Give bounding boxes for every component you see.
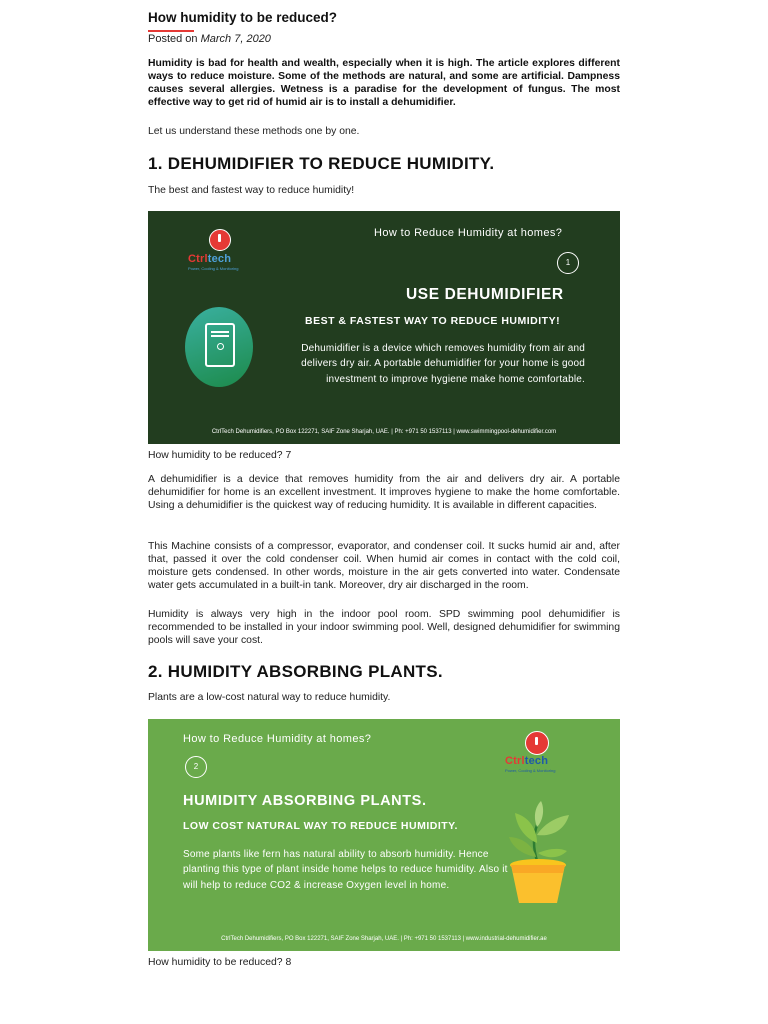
section1-tagline: The best and fastest way to reduce humidity! [148, 185, 355, 196]
dehumidifier-icon [185, 307, 253, 387]
banner-title: USE DEHUMIDIFIER [406, 286, 564, 303]
plants-banner-image [148, 719, 620, 951]
banner-heading: How to Reduce Humidity at homes? [183, 733, 372, 745]
power-logo-icon [525, 731, 549, 755]
section2-tagline: Plants are a low-cost natural way to reduce humidity. [148, 692, 391, 703]
step-number-badge: 1 [557, 252, 579, 274]
banner-heading: How to Reduce Humidity at homes? [374, 227, 563, 239]
posted-prefix: Posted on [148, 33, 198, 45]
section1-heading: 1. DEHUMIDIFIER TO REDUCE HUMIDITY. [148, 154, 495, 173]
title-underline [148, 30, 194, 32]
intro-paragraph: Humidity is bad for health and wealth, especially when it is high. The article explores different ways to reduce moisture. Some of the methods are natural, and some are artificial. Dampness causes several allergies. Wetness is a paradise for the development of fungus. The most effective way to get rid of humid air is to install a dehumidifier. [148, 58, 620, 108]
section2-heading: 2. HUMIDITY ABSORBING PLANTS. [148, 662, 443, 681]
body-paragraph: Humidity is always very high in the indoor pool room. SPD swimming pool dehumidifier is recommended to be installed in your indoor swimming pool. Well, designed dehumidifier for swimming pools will save your cost. [148, 609, 620, 646]
posted-date-line [148, 33, 620, 45]
logo-subtitle: Power, Cooling & Monitoring [188, 266, 239, 271]
lead-paragraph: Let us understand these methods one by one. [148, 126, 360, 137]
ctrltech-logo: Ctrltech [505, 755, 549, 767]
potted-plant-icon [503, 799, 573, 909]
banner-subtitle: BEST & FASTEST WAY TO REDUCE HUMIDITY! [305, 315, 561, 327]
body-paragraph: A dehumidifier is a device that removes humidity from the air and delivers dry air. A portable dehumidifier for home is an excellent investment. It improves hygiene to make the home comfortable. Using a dehumidifier is the quickest way of reducing humidity. It is available in different capacities. [148, 474, 620, 511]
banner-footer: CtrlTech Dehumidifiers, PO Box 122271, SAIF Zone Sharjah, UAE. | Ph: +971 50 1537113 | www.industrial-dehumidifier.ae [221, 936, 547, 942]
banner-description: Dehumidifier is a device which removes humidity from air and delivers dry air. A portable dehumidifier for your home is good investment to improve hygiene make home comfortable. [301, 343, 585, 385]
ctrltech-logo: Ctrltech [188, 253, 232, 265]
banner-footer: CtrlTech Dehumidifiers, PO Box 122271, SAIF Zone Sharjah, UAE. | Ph: +971 50 1537113 | www.swimmingpool-dehumidifier.com [211, 429, 557, 435]
step-number-badge: 2 [185, 756, 207, 778]
article-title[interactable]: How humidity to be reduced? [148, 10, 338, 25]
banner-description: Some plants like fern has natural ability to absorb humidity. Hence planting this type of plant inside home helps to reduce humidity. Also it will help to reduce CO2 & increase Oxygen level in home. [183, 849, 508, 891]
image-caption: How humidity to be reduced? 7 [148, 450, 292, 461]
posted-date-link[interactable]: March 7, 2020 [200, 33, 271, 45]
body-paragraph: This Machine consists of a compressor, evaporator, and condenser coil. It sucks humid air and, after that, passed it over the cold condenser coil. When humid air comes in contact with the cold coil, moisture gets condensed. In other words, moisture in the air gets converted into water. Condensate water gets accumulated in a built-in tank. Moreover, dry air discharged in the room. [148, 541, 620, 591]
power-logo-icon [209, 229, 231, 251]
banner-subtitle: LOW COST NATURAL WAY TO REDUCE HUMIDITY. [183, 820, 458, 832]
banner-title: HUMIDITY ABSORBING PLANTS. [183, 793, 427, 809]
dehumidifier-banner-image [148, 211, 620, 444]
image-caption: How humidity to be reduced? 8 [148, 957, 292, 968]
logo-subtitle: Power, Cooling & Monitoring [505, 768, 556, 773]
